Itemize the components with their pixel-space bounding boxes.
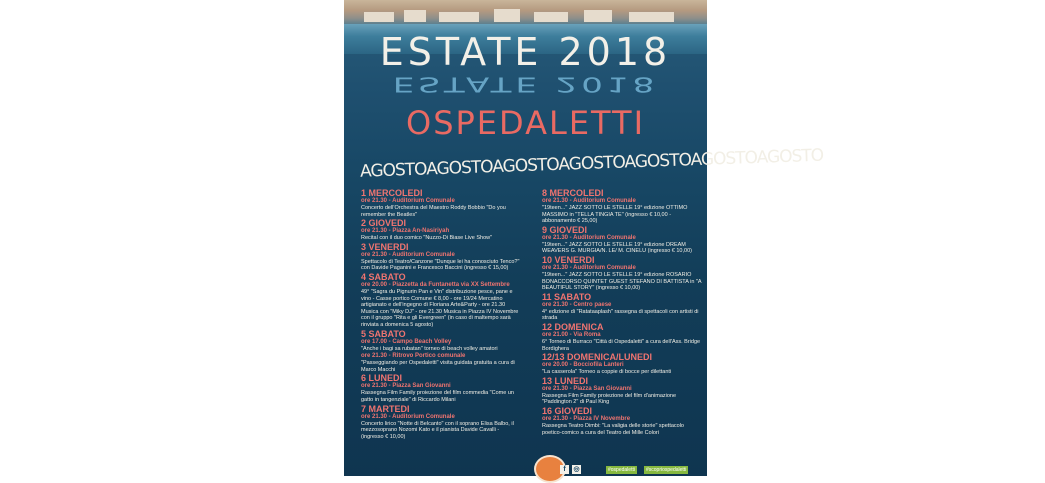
instagram-icon: ◎ (573, 466, 580, 473)
events-column-right (542, 189, 702, 437)
event-time-place: ore 17.00 - Campo Beach Volley (361, 338, 452, 345)
event-time-place: ore 20.00 - Piazzetta da Funtanetta via XX Settembre (361, 281, 510, 288)
event-item (542, 256, 702, 292)
event-time-place: ore 21.30 - Piazza San Giovanni (542, 385, 632, 392)
events-column-left (361, 189, 521, 441)
event-date: 6 LUNEDI (361, 373, 403, 384)
event-item (361, 330, 521, 353)
event-time-place: ore 21.30 - Auditorium Comunale (361, 251, 455, 258)
event-time-place: ore 21.30 - Piazza IV Novembre (542, 415, 631, 422)
poster-title: ESTATE 2018 (379, 30, 672, 74)
town-skyline-photo (344, 0, 707, 26)
event-item (542, 226, 702, 255)
event-item (361, 353, 521, 373)
event-date: 3 VENERDI (361, 241, 409, 252)
event-date: 9 GIOVEDI (542, 224, 588, 235)
event-date: 8 MERCOLEDI (542, 188, 604, 198)
event-time-place: ore 21.30 - Centro paese (542, 301, 612, 308)
event-item (542, 293, 702, 322)
event-time-place: ore 21.30 - Auditorium Comunale (361, 413, 455, 420)
event-description: 4° edizione di "Ratataaplash" rassegna di spettacoli con artisti di strada (542, 308, 699, 322)
event-description: "Passeggiando per Ospedaletti" visita guidata gratuita a cura di Marco Macchi (361, 360, 515, 373)
event-item (542, 189, 702, 225)
event-date: 1 MERCOLEDI (361, 188, 423, 198)
event-item (361, 405, 521, 441)
event-date: 12 DOMENICA (542, 321, 604, 332)
event-description: Rassegna Film Family proiezione del film commedia "Come un gatto in tangenziale" di Riccardo Milani (361, 390, 514, 403)
event-poster (344, 0, 824, 476)
event-date: 10 VENERDI (542, 254, 595, 265)
event-item (361, 243, 521, 272)
event-date: 11 SABATO (542, 291, 592, 302)
event-description: "La casserola" Torneo a coppie di bocce per dilettanti (542, 369, 672, 376)
event-time-place: ore 21.30 - Auditorium Comunale (542, 264, 636, 271)
hashtag-badge: #ospedaletti (608, 467, 635, 473)
event-description: Rassegna Teatro Dimbi: "La valigia delle storie" spettacolo poetico-comico a cura del Teatro dei Mille Colori (542, 422, 684, 436)
event-description: "19teen..." JAZZ SOTTO LE STELLE 19° edizione ROSARIO BONACCORSO QUINTET GUEST STEFANO DI BATTISTA in "A BEAUTIFUL STORY" (ingresso € 10,00) (542, 271, 702, 292)
event-date: 7 MARTEDI (361, 403, 410, 414)
event-item (542, 353, 702, 376)
event-time-place: ore 21.30 - Piazza An-Nasiriyah (361, 228, 450, 235)
event-item (361, 219, 521, 242)
event-description: "Anche i bagi sa rubatan" torneo di beach volley amatori (361, 345, 498, 352)
event-description: Concerto lirico "Notte di Belcanto" con il soprano Elisa Balbo, il mezzosoprano Nozomi Kato e il pianista Davide Cavalli - (ingresso € 10,00) (361, 420, 514, 440)
event-item (542, 323, 702, 352)
event-date: 12/13 DOMENICA/LUNEDI (542, 352, 653, 363)
event-description: "19teen..." JAZZ SOTTO LE STELLE 19° edizione OTTIMO MASSIMO in "TELLA TINGIA TE" (ingresso € 10,00 - abbonamento € 25,00) (542, 205, 688, 225)
event-description: Concerto dell'Orchestra del Maestro Roddy Bobbio "Do you remember the Beatles" (361, 205, 506, 218)
event-item (361, 374, 521, 403)
event-time-place: ore 21.30 - Auditorium Comunale (542, 198, 636, 204)
event-description: "19teen..." JAZZ SOTTO LE STELLE 19° edizione DREAM WEAVERS G. MURGIA/N. LE/ M. CINELU (ingresso € 10,00) (542, 241, 692, 255)
event-time-place: ore 21.30 - Piazza San Giovanni (361, 383, 451, 390)
event-date: 4 SABATO (361, 271, 406, 282)
event-time-place: ore 21.30 - Auditorium Comunale (542, 234, 636, 241)
event-date: 5 SABATO (361, 328, 406, 339)
event-time-place: ore 20.00 - Bocciofila Lanteri (542, 362, 624, 369)
poster-subtitle: OSPEDALETTI (406, 104, 645, 142)
poster-title-reflection: ESTATE 2018 (392, 72, 659, 96)
event-date: 13 LUNEDI (542, 375, 589, 386)
hashtag-badge: #scopriospedaletti (646, 467, 687, 473)
event-time-place: ore 21.30 - Auditorium Comunale (361, 198, 455, 204)
event-time-place: ore 21.00 - Via Roma (542, 331, 601, 338)
event-item (542, 377, 702, 406)
event-date: 16 GIOVEDI (542, 405, 593, 416)
event-item (361, 273, 521, 329)
event-description: 49° "Sagra du Pignurin Pan e Vin" distribuzione pesce, pane e vino - Casse portico Comune € 8,00 - ore 19/24 Mercatino artigianato e dell'ingegno di Floriana Arte&Party - ore 21.30 Musica con "Miky DJ" - ore 21.30 Musica in Piazza IV Novembre con il gruppo "Rita e gli Evergreen" (in caso di maltempo sarà rinviata a domenica 5 agosto) (361, 288, 519, 328)
event-description: 6° Torneo di Burraco "Città di Ospedaletti" a cura dell'Ass. Bridge Bordighera (542, 338, 701, 352)
event-item (542, 407, 702, 436)
event-description: Rassegna Film Family proiezione del film d'animazione "Paddington 2" di Paul King (542, 392, 677, 406)
event-date: 2 GIOVEDI (361, 218, 407, 229)
month-banner: AGOSTOAGOSTOAGOSTOAGOSTOAGOSTOAGOSTOAGOSTO (359, 145, 824, 182)
facebook-icon: f (560, 465, 569, 474)
event-time-place: ore 21.30 - Ritrovo Portico comunale (361, 353, 466, 360)
event-item (361, 189, 521, 218)
event-description: Spettacolo di Teatro/Canzone "Dunque lei ha conosciuto Tenco?" con Davide Paganini e Francesco Baccini (ingresso € 15,00) (361, 258, 520, 272)
event-description: Recital con il duo comico "Nuzzo-Di Biase Live Show" (361, 235, 493, 242)
